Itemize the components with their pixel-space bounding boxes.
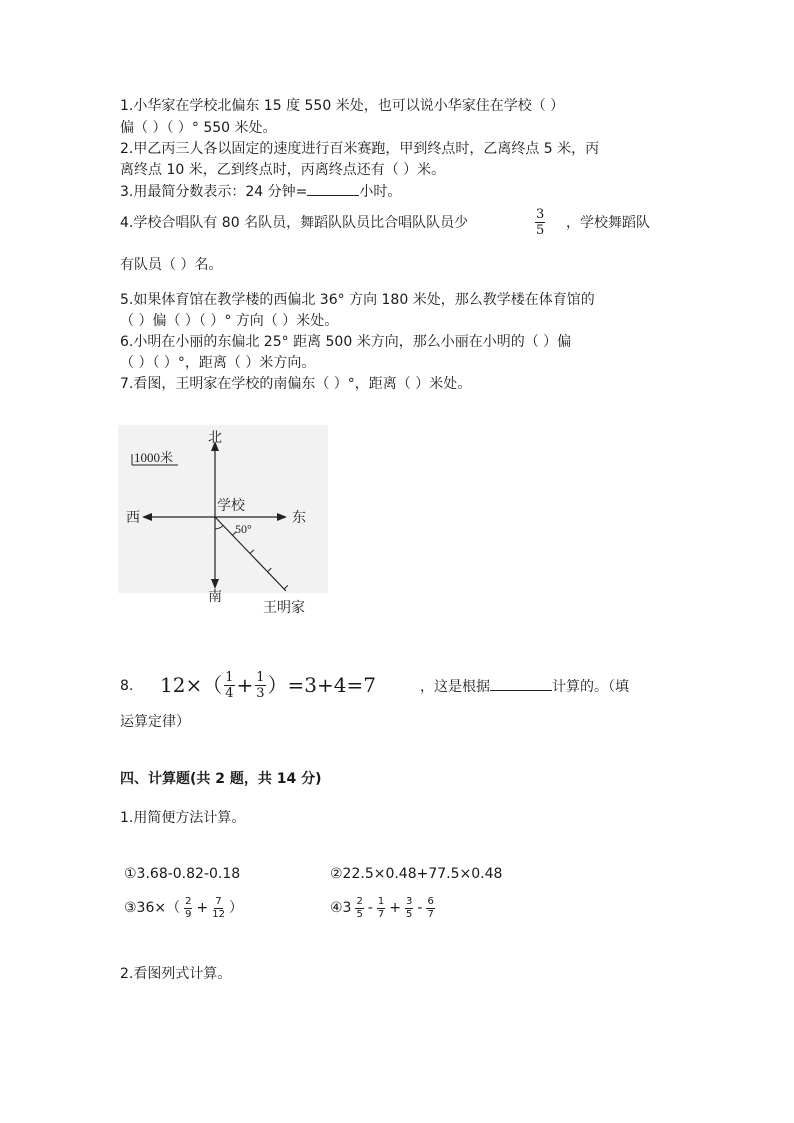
calc1-e4-f2-num: 1 xyxy=(377,895,385,907)
q2-line1: 2.甲乙丙三人各以固定的速度进行百米赛跑，甲到终点时，乙离终点 5 米，丙 xyxy=(120,141,600,157)
q7-line: 7.看图，王明家在学校的南偏东（ ）°，距离（ ）米处。 xyxy=(120,376,472,392)
calc1-e4-op1: - xyxy=(367,900,373,916)
q1-line2: 偏（ ）（ ）° 550 米处。 xyxy=(120,120,277,136)
label-scale: 1000米 xyxy=(134,450,174,465)
q8-f1-den: 4 xyxy=(225,685,234,701)
calc1-e4-f2-den: 7 xyxy=(377,908,385,920)
calc1-e4-f1-num: 2 xyxy=(356,895,363,907)
q5-line1: 5.如果体育馆在教学楼的西偏北 36° 方向 180 米处，那么教学楼在体育馆的 xyxy=(120,292,595,308)
q8-expr-b: ）=3+4=7 xyxy=(267,673,376,697)
label-angle: 50° xyxy=(235,522,252,536)
calc1-e4-f4-num: 6 xyxy=(427,895,434,907)
direction-diagram xyxy=(118,425,328,625)
calc1-e4-prefix: ④3 xyxy=(330,900,352,916)
q5-line2: （ ）偏（ ）（ ）° 方向（ ）米处。 xyxy=(120,313,339,329)
q8-suffix-line xyxy=(420,676,629,697)
q3-prefix: 3.用最简分数表示：24 分钟= xyxy=(120,184,308,200)
calc1-e4-f3-den: 5 xyxy=(406,908,413,920)
q8-line2: 运算定律） xyxy=(120,714,190,730)
calc1-e3-prefix: ③36×（ xyxy=(124,900,181,916)
calc1-e4-f1-den: 5 xyxy=(356,908,363,920)
calc1-expr3 xyxy=(124,894,243,922)
q8-answer-blank[interactable] xyxy=(490,676,552,691)
q8-plus: + xyxy=(236,673,254,697)
q4-prefix: 4.学校合唱队有 80 名队员，舞蹈队队员比合唱队队员少 xyxy=(120,215,469,231)
calc1-e4-f3-num: 3 xyxy=(406,895,413,907)
label-south: 南 xyxy=(208,590,222,605)
q8-expr-a: 12×（ xyxy=(160,673,223,697)
calc1-expr1: ①3.68-0.82-0.18 xyxy=(124,866,241,882)
calc1-e4-f4-den: 7 xyxy=(427,908,434,920)
label-east: 东 xyxy=(292,511,306,526)
q3-line xyxy=(120,181,401,202)
q8-suffix2: 计算的。（填 xyxy=(552,679,629,695)
q3-suffix: 小时。 xyxy=(359,184,402,200)
calc2-title: 2.看图列式计算。 xyxy=(120,966,232,982)
calc1-e3-f1-den: 9 xyxy=(185,908,192,920)
q8-suffix: ，这是根据 xyxy=(420,679,490,695)
label-home: 王明家 xyxy=(263,601,305,616)
q1-line1: 1.小华家在学校北偏东 15 度 550 米处，也可以说小华家住在学校（ ） xyxy=(120,98,565,114)
calc1-e3-f2-den: 12 xyxy=(212,908,225,920)
q6-line1: 6.小明在小丽的东偏北 25° 距离 500 米方向，那么小丽在小明的（ ）偏 xyxy=(120,334,572,350)
calc1-e3-plus: + xyxy=(196,900,209,916)
calc1-title: 1.用简便方法计算。 xyxy=(120,810,246,826)
calc1-e4-op2: + xyxy=(389,900,402,916)
q4-fraction xyxy=(535,208,545,237)
calc1-e3-suffix: ） xyxy=(228,900,243,916)
label-north: 北 xyxy=(208,431,222,446)
q8-f2-den: 3 xyxy=(256,685,265,701)
q4-line2: 有队员（ ）名。 xyxy=(120,257,223,273)
q4-suffix: ，学校舞蹈队 xyxy=(566,215,650,231)
q4-frac-den: 5 xyxy=(536,223,545,238)
q8-number: 8. xyxy=(120,678,134,694)
q8-f2-num: 1 xyxy=(256,669,265,685)
q4-frac-num: 3 xyxy=(536,207,545,222)
calc1-expr4 xyxy=(330,894,439,922)
calc1-e4-op3: - xyxy=(417,900,423,916)
label-west: 西 xyxy=(126,511,140,526)
q2-line2: 离终点 10 米，乙到终点时，丙离终点还有（ ）米。 xyxy=(120,162,446,178)
q3-answer-blank[interactable] xyxy=(307,181,359,196)
calc1-e3-f2-num: 7 xyxy=(215,895,222,907)
label-school: 学校 xyxy=(217,499,245,514)
q8-expression xyxy=(160,668,376,702)
calc1-expr2: ②22.5×0.48+77.5×0.48 xyxy=(330,866,503,882)
section4-heading: 四、计算题(共 2 题，共 14 分) xyxy=(120,771,322,787)
q6-line2: （ ）（ ）°，距离（ ）米方向。 xyxy=(120,355,316,371)
calc1-e3-f1-num: 2 xyxy=(185,895,192,907)
q8-f1-num: 1 xyxy=(225,669,234,685)
